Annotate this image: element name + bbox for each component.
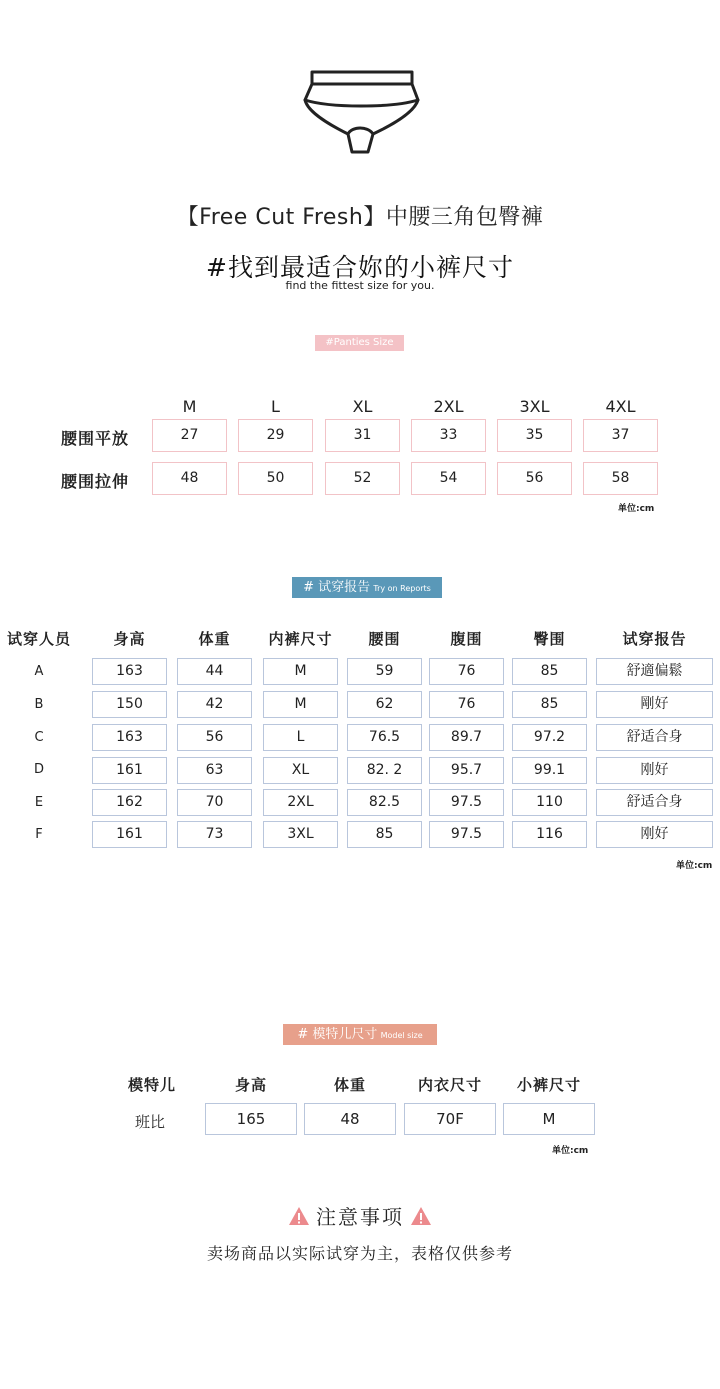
report-cell: 95.7	[429, 757, 504, 784]
row-label-waist-stretch: 腰围拉伸	[61, 472, 130, 491]
tester-name: B	[34, 697, 44, 712]
size-cell: 58	[583, 462, 658, 495]
page-title: #找到最适合妳的小裤尺寸	[206, 253, 514, 282]
report-cell: 44	[177, 658, 252, 685]
row-label-waist-flat: 腰围平放	[61, 429, 130, 448]
panties-icon	[300, 68, 422, 158]
model-header: 身高	[234, 1076, 267, 1094]
report-cell: 2XL	[263, 789, 338, 816]
product-title: 【Free Cut Fresh】中腰三角包臀褲	[176, 205, 544, 230]
warning-icon	[288, 1206, 310, 1226]
unit-note: 单位:cm	[676, 861, 713, 871]
report-header: 身高	[113, 630, 146, 648]
report-cell: 82.5	[347, 789, 422, 816]
model-size-tag	[283, 1024, 437, 1045]
report-cell: 3XL	[263, 821, 338, 848]
size-header: 2XL	[433, 397, 464, 416]
model-cell: 165	[205, 1103, 297, 1135]
report-cell: 116	[512, 821, 587, 848]
tester-name: F	[35, 827, 43, 842]
report-cell: 89.7	[429, 724, 504, 751]
report-cell: 56	[177, 724, 252, 751]
warning-icon	[410, 1206, 432, 1226]
size-cell: 56	[497, 462, 572, 495]
report-cell: 76	[429, 658, 504, 685]
unit-note: 单位:cm	[552, 1146, 589, 1156]
size-cell: 27	[152, 419, 227, 452]
unit-note: 单位:cm	[618, 504, 655, 514]
model-header: 模特儿	[127, 1076, 176, 1094]
tester-name: A	[34, 664, 44, 679]
size-cell: 29	[238, 419, 313, 452]
report-cell: 63	[177, 757, 252, 784]
report-cell: 刚好	[596, 757, 713, 784]
report-cell: 163	[92, 724, 167, 751]
report-cell: M	[263, 691, 338, 718]
tester-name: E	[34, 795, 44, 810]
tag-label-en: Try on Reports	[373, 584, 431, 593]
report-cell: 59	[347, 658, 422, 685]
model-cell: M	[503, 1103, 595, 1135]
report-cell: 150	[92, 691, 167, 718]
size-header: L	[271, 397, 280, 416]
report-cell: M	[263, 658, 338, 685]
report-cell: 99.1	[512, 757, 587, 784]
size-cell: 48	[152, 462, 227, 495]
notice-title	[0, 1201, 720, 1230]
try-on-report-tag	[292, 577, 442, 598]
size-cell: 35	[497, 419, 572, 452]
report-cell: 162	[92, 789, 167, 816]
report-cell: 85	[512, 658, 587, 685]
report-cell: 85	[512, 691, 587, 718]
size-cell: 52	[325, 462, 400, 495]
report-header: 试穿报告	[622, 630, 687, 648]
model-name: 班比	[134, 1113, 165, 1131]
model-header: 小裤尺寸	[516, 1076, 581, 1094]
tester-name: D	[33, 762, 44, 777]
report-cell: 舒適偏鬆	[596, 658, 713, 685]
report-header: 腹围	[450, 630, 483, 648]
report-cell: 85	[347, 821, 422, 848]
tag-label: # 模特儿尺寸	[297, 1027, 378, 1042]
report-cell: L	[263, 724, 338, 751]
report-cell: 76.5	[347, 724, 422, 751]
model-cell: 70F	[404, 1103, 496, 1135]
report-cell: 76	[429, 691, 504, 718]
report-cell: 70	[177, 789, 252, 816]
notice-text: 卖场商品以实际试穿为主，表格仅供参考	[206, 1244, 513, 1263]
page-subtitle: find the fittest size for you.	[285, 279, 435, 292]
report-cell: 82. 2	[347, 757, 422, 784]
report-cell: 163	[92, 658, 167, 685]
size-cell: 54	[411, 462, 486, 495]
report-cell: 刚好	[596, 821, 713, 848]
report-cell: 42	[177, 691, 252, 718]
notice-title-text: 注意事项	[316, 1205, 404, 1229]
report-cell: 剛好	[596, 691, 713, 718]
size-cell: 33	[411, 419, 486, 452]
tag-label: # 试穿报告	[303, 580, 371, 595]
report-cell: XL	[263, 757, 338, 784]
report-cell: 舒适合身	[596, 724, 713, 751]
size-header: 3XL	[519, 397, 550, 416]
size-cell: 37	[583, 419, 658, 452]
panties-size-tag: #Panties Size	[315, 335, 404, 351]
report-header: 体重	[198, 630, 231, 648]
report-cell: 62	[347, 691, 422, 718]
size-cell: 31	[325, 419, 400, 452]
report-header: 内裤尺寸	[268, 630, 333, 648]
report-cell: 97.2	[512, 724, 587, 751]
size-header: XL	[352, 397, 373, 416]
size-header: 4XL	[605, 397, 636, 416]
report-cell: 110	[512, 789, 587, 816]
size-header: M	[182, 397, 197, 416]
size-cell: 50	[238, 462, 313, 495]
report-cell: 97.5	[429, 789, 504, 816]
model-cell: 48	[304, 1103, 396, 1135]
report-cell: 舒适合身	[596, 789, 713, 816]
report-header: 试穿人员	[6, 630, 71, 648]
report-cell: 73	[177, 821, 252, 848]
report-cell: 161	[92, 821, 167, 848]
model-header: 内衣尺寸	[417, 1076, 482, 1094]
report-cell: 161	[92, 757, 167, 784]
tester-name: C	[34, 730, 44, 745]
report-header: 臀围	[533, 630, 566, 648]
report-cell: 97.5	[429, 821, 504, 848]
report-header: 腰围	[368, 630, 401, 648]
tag-label-en: Model size	[380, 1031, 423, 1040]
model-header: 体重	[333, 1076, 366, 1094]
